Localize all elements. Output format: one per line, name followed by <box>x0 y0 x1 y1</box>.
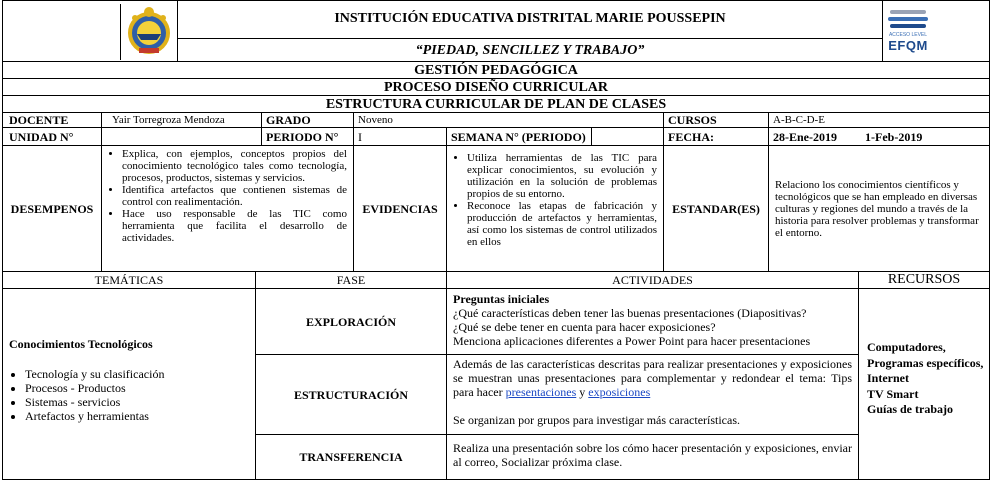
exploracion-title: Preguntas iniciales <box>453 292 550 306</box>
phase-estructuracion: ESTRUCTURACIÓN <box>256 355 447 435</box>
fecha-label: FECHA: <box>664 128 769 146</box>
efqm-label: EFQM <box>888 38 928 53</box>
estandar-cell <box>769 146 990 272</box>
semana-label: SEMANA N° (PERIODO) <box>447 128 592 146</box>
fase-header: FASE <box>256 272 447 289</box>
tematica-item: • Procesos - Productos <box>25 381 251 395</box>
grado-value: Noveno <box>354 113 664 128</box>
evidencias-label: EVIDENCIAS <box>354 146 447 272</box>
exploracion-line: ¿Qué características deben tener las buenas presentaciones (Diapositivas? <box>453 306 807 320</box>
evidencias-list <box>451 152 657 248</box>
tematica-item: • Tecnología y su clasificación <box>25 367 251 381</box>
evidencia-item: • Reconoce las etapas de fabricación y producción de artefactos y herramientas, así como los sistemas de control utilizados en ellos <box>467 200 657 248</box>
transferencia-text: Realiza una presentación sobre los cómo hacer presentación y exposiciones, enviar al correo, Socializar próxima clase. <box>453 441 852 469</box>
estructuracion-paragraph <box>453 357 852 399</box>
institution-motto: “PIEDAD, SENCILLEZ Y TRABAJO” <box>415 43 645 58</box>
docente-label: DOCENTE <box>2 113 102 128</box>
desempenos-label: DESEMPENOS <box>2 146 102 272</box>
estructuracion-text: Además de las características descritas para realizar presentaciones y exposiciones se muestran unas presentaciones para complementar y redondear el tema: Tips para hacer <box>453 357 852 399</box>
estandar-text: Relaciono los conocimientos científicos y tecnológicos que se han empleado en diversas culturas y regiones del mundo a través de la historia para resolver problemas y transformar el entorno. <box>775 178 979 239</box>
evidencia-item: • Utiliza herramientas de las TIC para explicar conocimientos, su evolución y utilización en la solución de problemas propios de su entorno. <box>467 152 657 200</box>
tematicas-cell <box>2 289 256 480</box>
fecha-fin: 1-Feb-2019 <box>865 130 923 144</box>
evidencias-cell <box>447 146 664 272</box>
exploracion-line: Menciona aplicaciones diferentes a Power Point para hacer presentaciones <box>453 334 811 348</box>
recurso-item: Internet <box>867 371 909 385</box>
recursos-header: RECURSOS <box>859 272 990 289</box>
actividades-header: ACTIVIDADES <box>447 272 859 289</box>
tematicas-title: Conocimientos Tecnológicos <box>9 337 153 351</box>
phase-exploracion: EXPLORACIÓN <box>256 289 447 355</box>
process-title: PROCESO DISEÑO CURRICULAR <box>2 79 990 96</box>
estructuracion-groups: Se organizan por grupos para investigar más características. <box>453 413 741 427</box>
docente-value: Yair Torregroza Mendoza <box>102 113 262 128</box>
tematica-item: • Artefactos y herramientas <box>25 409 251 423</box>
exploracion-activities <box>447 289 859 355</box>
structure-title: ESTRUCTURA CURRICULAR DE PLAN DE CLASES <box>2 96 990 113</box>
efqm-top-text: ACCESO LEVEL <box>888 32 928 38</box>
semana-value <box>592 128 664 146</box>
grado-label: GRADO <box>262 113 354 128</box>
phase-transferencia: TRANSFERENCIA <box>256 435 447 480</box>
efqm-logo <box>886 8 946 58</box>
tematica-item: • Sistemas - servicios <box>25 395 251 409</box>
recurso-item: TV Smart <box>867 386 919 401</box>
recursos-cell <box>859 289 990 480</box>
estandar-label: ESTANDAR(ES) <box>664 146 769 272</box>
recurso-item: Computadores, <box>867 340 946 354</box>
periodo-label: PERIODO N° <box>262 128 354 146</box>
area-title: GESTIÓN PEDAGÓGICA <box>2 62 990 79</box>
estructuracion-activities <box>447 355 859 435</box>
recurso-item: Programas específicos, <box>867 355 984 370</box>
unidad-value <box>102 128 262 146</box>
cursos-value: A-B-C-D-E <box>769 113 990 128</box>
periodo-value: I <box>354 128 447 146</box>
institution-name: INSTITUCIÓN EDUCATIVA DISTRITAL MARIE POUSSEPIN <box>334 11 726 26</box>
school-crest-icon <box>121 4 177 58</box>
fecha-inicio: 28-Ene-2019 <box>773 130 837 144</box>
desempeno-item: • Hace uso responsable de las TIC como herramienta que facilita el desarrollo de actividades. <box>122 208 347 244</box>
exploracion-line: ¿Qué se debe tener en cuenta para hacer exposiciones? <box>453 320 716 334</box>
transferencia-activities <box>447 435 859 480</box>
desempeno-item: • Identifica artefactos que contienen sistemas de control con realimentación. <box>122 184 347 208</box>
cursos-label: CURSOS <box>664 113 769 128</box>
desempeno-item: • Explica, con ejemplos, conceptos propios del conocimiento tecnológico tales como tecnología, procesos, productos, sistemas y servicios. <box>122 148 347 184</box>
recurso-item: Guías de trabajo <box>867 402 954 416</box>
lesson-plan-document <box>2 0 990 482</box>
estructuracion-conjunction: y <box>576 385 589 399</box>
exposiciones-link[interactable]: exposiciones <box>588 385 651 399</box>
unidad-label: UNIDAD N° <box>2 128 102 146</box>
school-logo-frame <box>120 4 178 60</box>
tematicas-list <box>9 367 251 423</box>
desempenos-list <box>106 148 347 244</box>
presentaciones-link[interactable]: presentaciones <box>505 385 577 399</box>
tematicas-header: TEMÁTICAS <box>2 272 256 289</box>
header-divider <box>178 38 882 39</box>
efqm-stripes-icon <box>886 8 930 34</box>
desempenos-cell <box>102 146 354 272</box>
fecha-value <box>769 128 990 146</box>
